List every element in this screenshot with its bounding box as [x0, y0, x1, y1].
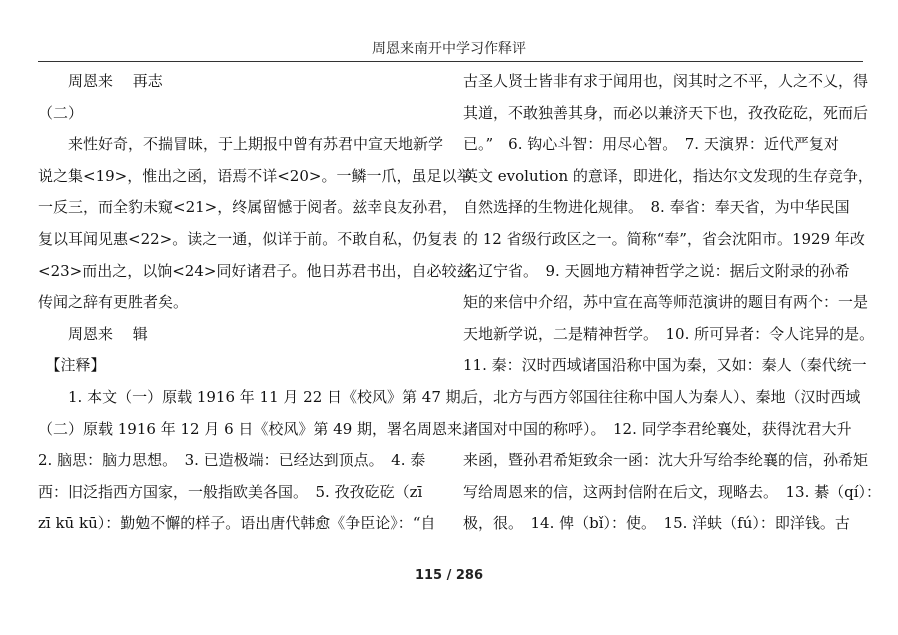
text-line: <23>而出之，以饷<24>同好诸君子。他日苏君书出，自必较兹	[38, 261, 472, 280]
header-divider	[38, 61, 863, 62]
text-line: 已。” 6. 钩心斗智：用尽心智。 7. 天演界：近代严复对	[463, 135, 839, 154]
text-line: 自然选择的生物进化规律。 8. 奉省：奉天省，为中华民国	[463, 198, 850, 217]
text-line: 周恩来 辑	[38, 324, 148, 343]
text-line: 名辽宁省。 9. 天圆地方精神哲学之说：据后文附录的孙希	[463, 261, 850, 280]
text-line: 后，北方与西方邻国往往称中国人为秦人）、秦地（汉时西域	[463, 387, 861, 406]
text-line: 传闻之辞有更胜者矣。	[38, 293, 189, 312]
text-line: 一反三，而全豹未窥<21>，终属留憾于阅者。兹幸良友孙君，	[38, 198, 458, 217]
text-line: 写给周恩来的信，这两封信附在后文，现略去。 13. 綦（qí）：	[463, 482, 882, 501]
text-line: 来性好奇，不揣冒昧，于上期报中曾有苏君中宣天地新学	[38, 135, 444, 154]
text-line: 1. 本文（一）原载 1916 年 11 月 22 日《校风》第 47 期。	[38, 387, 476, 406]
text-line: 的 12 省级行政区之一。简称“奉”，省会沈阳市。1929 年改	[463, 229, 865, 248]
text-line: 英文 evolution 的意译，即进化，指达尔文发现的生存竞争，	[463, 166, 873, 185]
notes-heading: 【注释】	[38, 356, 106, 375]
text-line: 矩的来信中介绍，苏中宣在高等师范演讲的题目有两个：一是	[463, 293, 869, 312]
text-line: 来函，暨孙君希矩致余一函：沈大升写给李纶襄的信，孙希矩	[463, 451, 869, 470]
text-line: 复以耳闻见惠<22>。读之一通，似详于前。不敢自私，仍复表	[38, 229, 458, 248]
text-line: zī kū kū）：勤勉不懈的样子。语出唐代韩愈《争臣论》：“自	[38, 514, 436, 533]
text-line: 其道，不敢独善其身，而必以兼济天下也，孜孜矻矻，死而后	[463, 103, 869, 122]
right-column	[463, 66, 882, 540]
text-line: 古圣人贤士皆非有求于闻用也，闵其时之不平，人之不乂，得	[463, 72, 869, 90]
left-column	[38, 66, 478, 540]
text-line: 天地新学说，二是精神哲学。 10. 所可异者：令人诧异的是。	[463, 324, 875, 343]
text-line: 极，很。 14. 俾（bǐ）：使。 15. 洋蚨（fú）：即洋钱。古	[463, 514, 850, 533]
text-line: 诸国对中国的称呼）。 12. 同学李君纶襄处，获得沈君大升	[463, 419, 852, 438]
page-header-title: 周恩来南开中学习作释评	[372, 41, 526, 57]
text-line: （二）	[38, 103, 84, 122]
text-line: 周恩来 再志	[38, 72, 163, 90]
text-line: 说之集<19>，惟出之函，语焉不详<20>。一鳞一爪，虽足以举	[38, 166, 472, 185]
text-line: （二）原载 1916 年 12 月 6 日《校风》第 49 期，署名周恩来。	[38, 419, 478, 438]
text-line: 11. 秦：汉时西域诸国沿称中国为秦，又如：秦人（秦代统一	[463, 356, 867, 375]
text-line: 西：旧泛指西方国家，一般指欧美各国。 5. 孜孜矻矻（zī	[38, 482, 423, 501]
page-number: 115 / 286	[414, 568, 484, 583]
text-line: 2. 脑思：脑力思想。 3. 已造极端：已经达到顶点。 4. 泰	[38, 451, 426, 470]
